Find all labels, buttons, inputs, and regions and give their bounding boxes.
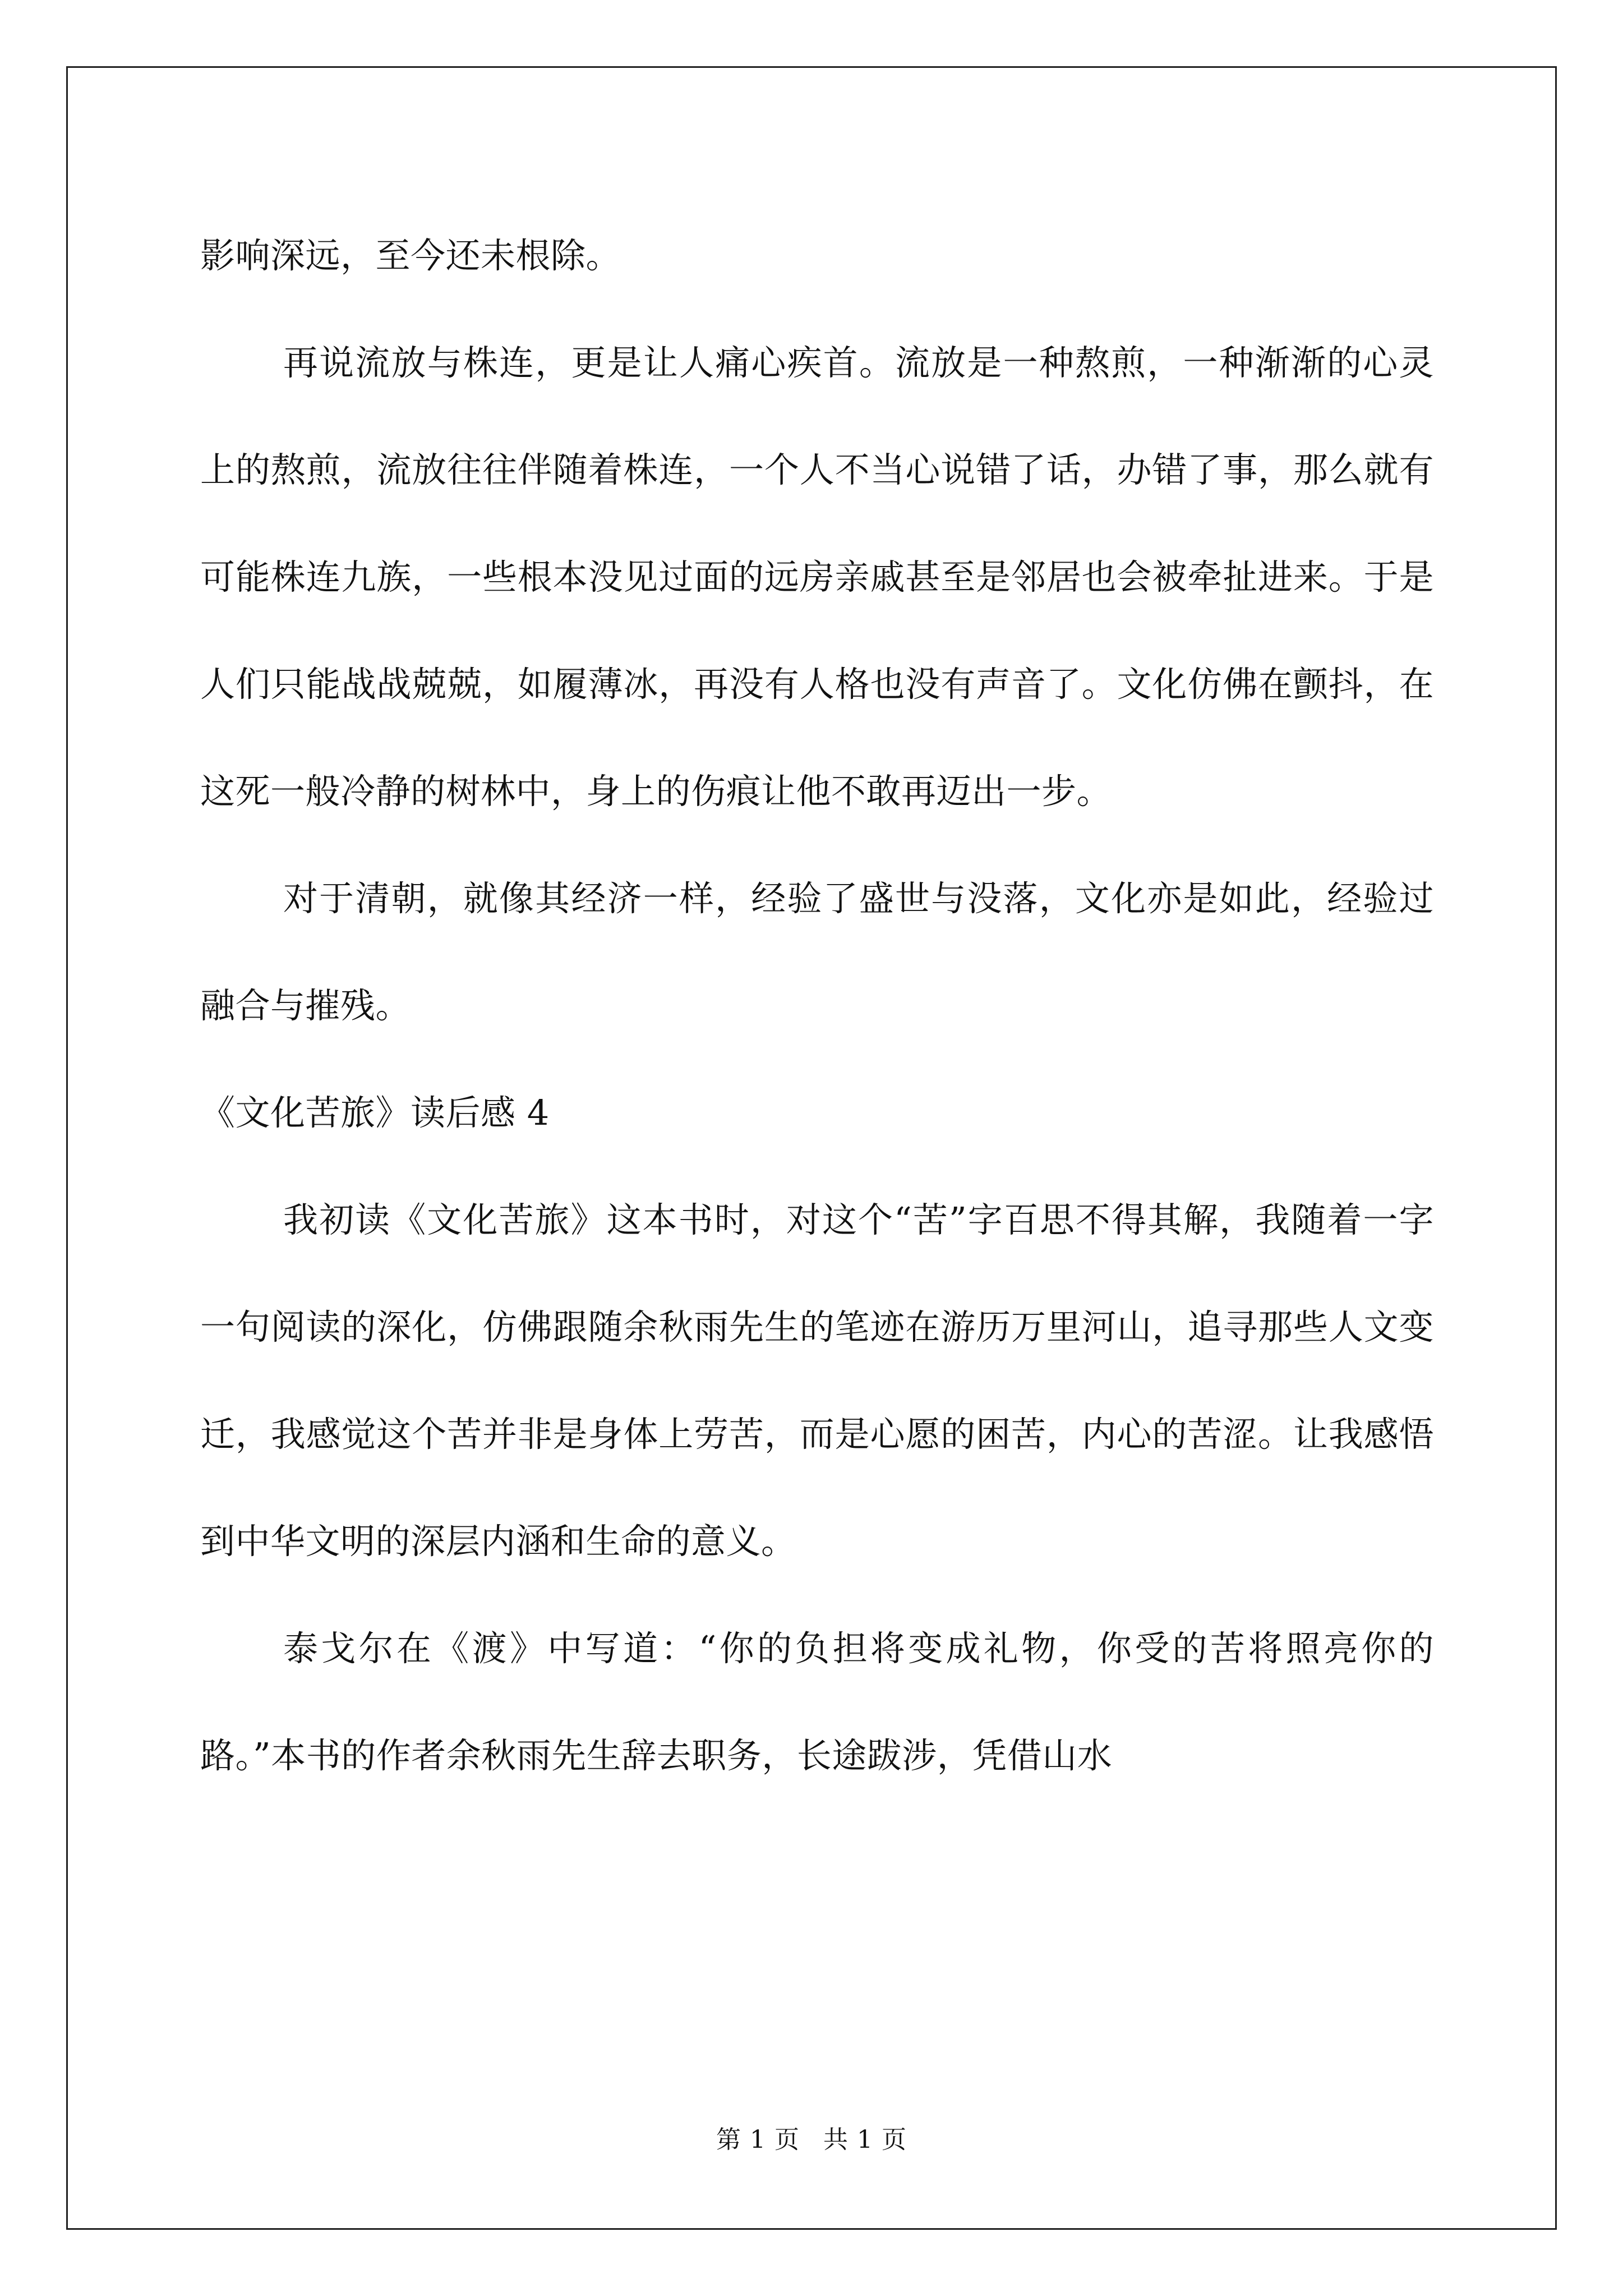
document-body — [200, 202, 1434, 1809]
page-number: 第 1 页 — [716, 2125, 800, 2154]
paragraph-continuation: 影响深远，至今还未根除。 — [200, 235, 621, 276]
page-total: 共 1 页 — [823, 2125, 907, 2154]
paragraph-first-reading: 我初读《文化苦旅》这本书时，对这个“苦”字百思不得其解，我随着一字一句阅读的深化，仿佛跟随余秋雨先生的笔迹在游历万里河山，追寻那些人文变迁，我感觉这个苦并非是身体上劳苦，而是心愿的困苦，内心的苦涩。让我感悟到中华文明的深层内涵和生命的意义。 — [200, 1199, 1434, 1562]
paragraph-tagore-quote: 泰戈尔在《渡》中写道：“你的负担将变成礼物，你受的苦将照亮你的路。”本书的作者余秋雨先生辞去职务，长途跋涉，凭借山水 — [200, 1628, 1434, 1776]
page-footer — [0, 2123, 1623, 2157]
paragraph-qing-dynasty: 对于清朝，就像其经济一样，经验了盛世与没落，文化亦是如此，经验过融合与摧残。 — [200, 878, 1434, 1026]
paragraph-exile: 再说流放与株连，更是让人痛心疾首。流放是一种熬煎，一种渐渐的心灵上的熬煎，流放往往伴随着株连，一个人不当心说错了话，办错了事，那么就有可能株连九族，一些根本没见过面的远房亲戚甚至是邻居也会被牵扯进来。于是人们只能战战兢兢，如履薄冰，再没有人格也没有声音了。文化仿佛在颤抖，在这死一般冷静的树林中，身上的伤痕让他不敢再迈出一步。 — [200, 342, 1434, 812]
section-heading: 《文化苦旅》读后感 4 — [200, 1092, 550, 1133]
